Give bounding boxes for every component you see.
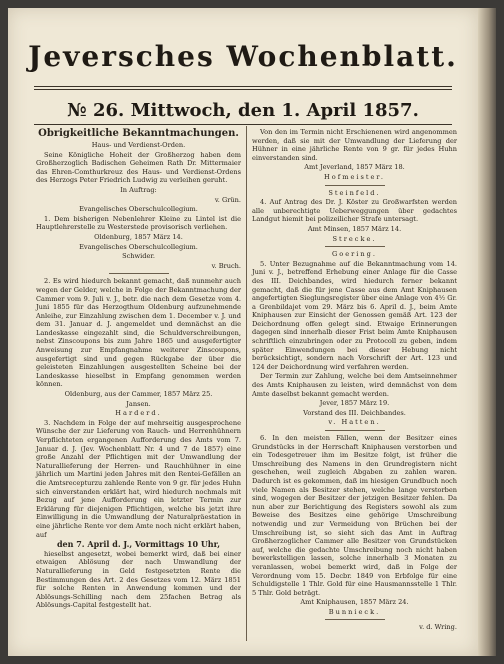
order-text: Seine Königliche Hoheit der Großherzog haben dem Großherzoglich Badischen Geheimen Rath Dr. Mittermaier das Ehren-Comthurkreuz des Haus- und Verdienst-Ordens des Herzogs Peter Friedrich Ludwig zu verleihen geruht.	[36, 150, 241, 185]
r5-date: Jever, 1857 März 19.	[319, 399, 390, 408]
r6-text: 6. In den meisten Fällen, wenn der Besitzer eines Grundstücks in der Herrschaft Kniphausen verstorben und ein Todesgetreuer ihm im Besitze folgt, ist früher die Umschreibung des Namens in den Grundregistern nicht geschehen, weil zugleich Abgaben zu zahlen waren. Dadurch ist es gekommen, daß im hiesigen Grundbuch noch viele Namen als Besitzer stehen, welche lange verstorben sind, wogegen der Besitzer der jetzigen Besitzer fehlen. Da nun aber zur Berichtigung des Registers sowohl als zum Beweise des Besitzes eine gehörige Umschreibung notwendig und zur Vermeidung von Brüchen bei der Umschreibung ist, so sieht sich das Amt in Auftrag Großherzoglicher Cammer alle Besitzer von Grundstücken auf, welche die gedachte Umschreibung noch nicht haben bewerkstelligen lassen, solche innerhalb 3 Monaten zu veranlassen, wobei bemerkt wird, daß in Folge der Verordnung vom 15. Decbr. 1849 von Erbfolge für eine Schuldigstelle 1 Thlr. Gold für eine Hausmannsstelle 1 Thlr. 5 Thlr. Gold beträgt.	[252, 434, 457, 597]
separator	[325, 619, 385, 620]
r5-text: 5. Unter Bezugnahme auf die Bekanntmachung vom 14. Juni v. J., betreffend Erhebung einer Anlage für die Casse des III. Deichbandes, wird hiedurch ferner bekannt gemacht, daß die für jene Casse aus dem Amt Kniphausen angefertigten Sieglungsregister über eine Anlage von 4½ Gr. a Grenbildajet vom 29. März bis 6. April d. J., beim Amte Kniphausen zur Einsicht der Genossen gemäß Art. 123 der Deichordnung offen gelegt sind. Etwaige Erinnerungen dagegen sind innerhalb dieser Frist beim Amte Kniphausen schriftlich einzubringen oder zu Protocoll zu geben, indem später Einwendungen bei dieser Hebung nicht berücksichtigt, sondern nach Vorschrift der Art. 123 und 124 der Deichordnung wird verfahren werden.	[252, 259, 457, 371]
r1-date: Amt Jeverland, 1857 März 18.	[304, 163, 405, 172]
masthead-title: Jeversches Wochenblatt.	[28, 40, 458, 73]
masthead-rule-top	[34, 86, 452, 87]
masthead-rule-bottom	[34, 89, 452, 90]
place-hofmeister: Hofmeister.	[324, 172, 385, 181]
r6-date: Amt Kniphausen, 1857 März 24.	[300, 598, 409, 607]
r1-text: Von den im Termin nicht Erschienenen wird angenommen werden, daß sie mit der Umwandlung der Lieferung der Hühner in eine jährliche Rente von 9 gr. für jedes Huhn einverstanden sind.	[252, 128, 457, 162]
separator	[325, 246, 385, 247]
place-harderd: Harderd.	[115, 409, 162, 418]
separator	[109, 273, 169, 274]
collegium-text: 1. Dem bisherigen Nebenlehrer Kleine zu Lintel ist die Hauptlehrerstelle zu Westerstede provisorisch verliehen.	[36, 214, 241, 232]
order-sign: In Auftrag:	[120, 185, 157, 194]
order-name: v. Grün.	[214, 195, 241, 204]
section-heading: Obrigkeitliche Bekanntmachungen.	[38, 128, 239, 139]
place-steinfeld: Steinfeld.	[328, 188, 381, 197]
r5-pay: Der Termin zur Zahlung, welche bei dem Amtseinnehmer des Amts Kniphausen zu leisten, wird demnächst von dem Amte daselbst bekannt gemacht werden.	[252, 372, 457, 398]
r5-inst: Vorstand des III. Deichbandes.	[303, 408, 406, 417]
collegium-date: Oldenburg, 1857 März 14.	[94, 232, 183, 241]
place-hatten: v. Hatten.	[328, 418, 381, 427]
notice-2-text: 2. Es wird hiedurch bekannt gemacht, daß nunmehr auch wegen der Gelder, welche in Folge der Bekanntmachung der Cammer vom 9. Juli v. J., betr. die nach dem Gesetze vom 4. Juni 1855 für das Herzogthum Oldenburg aufzunehmende Anleihe, zur Einzahlung zwischen dem 1. December v. J. und dem 31. Januar d. J. angemeldet und demnächst an die Landeskasse eingezahlt sind, die Schuldverschreibungen, nebst Zinscoupons bis zum Jahre 1865 und ausgefertigter Anweisung zur Empfangnahme weiterer Zinscoupons, ausgefertigt sind und gegen Rückgabe der über die geleisteten Einzahlungen ausgestellten Scheine bei der Landeskasse hieselbst in Empfang genommen werden können.	[36, 277, 241, 389]
column-divider	[246, 126, 247, 641]
place-wring: v. d. Wring.	[419, 623, 457, 632]
notice-2-date: Oldenburg, aus der Cammer, 1857 März 25.	[64, 390, 213, 399]
book-edge	[478, 8, 496, 656]
issue-line: № 26. Mittwoch, den 1. April 1857.	[67, 100, 419, 121]
place-goering: Goering.	[332, 250, 377, 259]
separator	[325, 430, 385, 431]
newspaper-page	[8, 8, 478, 656]
collegium-inst: Evangelisches Oberschulcollegium.	[79, 242, 198, 251]
notice-3-tail: hieselbst angesetzt, wobei bemerkt wird, daß bei einer etwaigen Ablösung der nach Umwandlung der Naturallieferung in Geld festgesetzten Rente die Bestimmungen des Art. 2 des Gesetzes vom 12. März 1851 für solche Renten in Anwendung kommen und der Ablösungs-Schilling nach dem 25fachen Betrag als Ablösungs-Capital festgestellt hat.	[36, 549, 241, 610]
r4-text: 4. Auf Antrag des Dr. J. Köster zu Großwarfsten werden alle unberechtigte Ueberweggungen über gedachtes Landgut hiemit bei polizeilicher Strafe untersagt.	[252, 198, 457, 224]
collegium-signer: v. Bruch.	[211, 261, 241, 270]
collegium-title: Evangelisches Oberschulcollegium.	[79, 205, 198, 214]
separator	[325, 185, 385, 186]
issue-rule	[34, 124, 452, 125]
right-column	[252, 128, 457, 633]
r4-date: Amt Minsen, 1857 März 14.	[307, 224, 402, 233]
collegium-name: Schwider.	[122, 252, 155, 261]
notice-3-text: 3. Nachdem in Folge der auf mehrseitig ausgesprochene Wünsche der zur Lieferung von Rauch- und Herrenhühnern Verpflichteten ergangenen Aufforderung des Amts vom 7. Januar d. J. (Jev. Wochenblatt Nr. 4 und 7 de 1857) eine große Anzahl der Pflichtigen mit der Umwandlung der Naturallieferung der Herren- und Rauchhühner in eine jährlich um Martini jeden Jahres mit den Rentei-Gefällen an die Amtsrecepturzu zahlende Rente von 9 gr. für jedes Huhn sich einverstanden erklärt hat, wird hiedurch nochmals mit Bezug auf jene Aufforderung ein letzter Termin zur Erklärung für diejenigen Pflichtigen, welche bis jetzt ihre Einwilligung in die Umwandlung der Naturalpräestation in eine jährliche Rente vor dem Amte noch nicht erklärt haben, auf	[36, 418, 241, 539]
notice-2-name: Jansen.	[126, 399, 151, 408]
notice-3-date: den 7. April d. J., Vormittags 10 Uhr,	[56, 539, 221, 550]
place-bunnieck: Bunnieck.	[328, 607, 381, 616]
left-column	[36, 128, 241, 611]
order-title: Haus- und Verdienst-Orden.	[91, 141, 186, 149]
place-strecke: Strecke.	[332, 234, 377, 243]
